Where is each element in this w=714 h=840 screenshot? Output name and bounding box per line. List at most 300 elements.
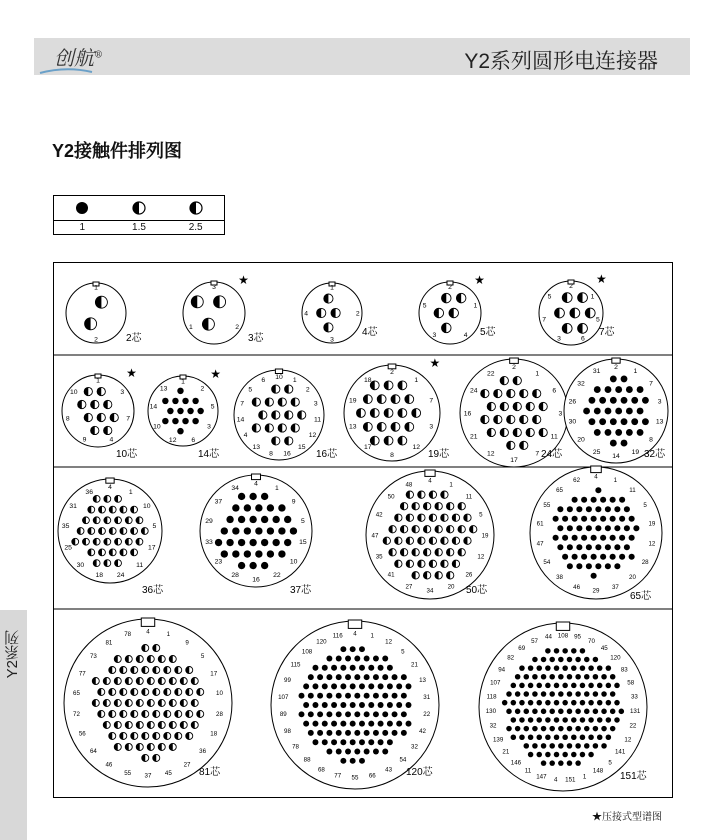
pin-number: 11 — [136, 561, 144, 569]
contact-pin — [562, 554, 568, 560]
pin-number: 81 — [105, 639, 113, 647]
pin-number: 19 — [481, 532, 489, 540]
contact-pin — [261, 562, 268, 569]
pin-number: 11 — [465, 493, 473, 501]
pin-number: 14 — [236, 416, 245, 424]
pin-number: 35 — [375, 553, 383, 561]
pin-number: 107 — [278, 693, 289, 701]
legend-label: 1 — [79, 222, 86, 233]
pin-number: 130 — [485, 708, 497, 716]
pin-number: 10 — [275, 373, 283, 381]
pin-number: 2 — [94, 336, 98, 344]
contact-pin — [359, 739, 365, 745]
contact-pin — [584, 709, 590, 715]
pin-number: 31 — [69, 503, 77, 511]
contact-pin — [581, 554, 587, 560]
pin-number: 98 — [284, 728, 291, 736]
contact-pin — [580, 752, 586, 758]
connector-label: 7芯 — [599, 327, 615, 338]
connector-37芯 — [200, 474, 312, 596]
contact-pin — [532, 709, 538, 715]
pin-number: 3 — [432, 332, 437, 340]
pin-number: 1 — [189, 323, 193, 331]
contact-pin — [267, 527, 274, 534]
contact-pin — [600, 497, 606, 503]
contact-pin — [182, 398, 188, 404]
contact-pin — [511, 700, 517, 706]
pin-number: 30 — [76, 561, 85, 569]
legend-label: 1.5 — [132, 222, 146, 233]
contact-pin — [595, 544, 601, 550]
connector-151芯 — [479, 622, 648, 791]
logo-swoosh-icon — [36, 68, 96, 76]
contact-pin — [382, 693, 388, 699]
contact-pin — [345, 711, 351, 717]
contact-pin — [528, 683, 534, 689]
contact-pin — [299, 711, 305, 717]
contact-pin — [392, 730, 398, 736]
pin-number: 11 — [550, 433, 558, 441]
contact-pin — [336, 693, 342, 699]
contact-pin — [396, 721, 402, 727]
connector-shell — [183, 282, 245, 344]
pin-number: 3 — [657, 398, 662, 406]
contact-pin — [524, 726, 530, 732]
pin-number: 1 — [370, 632, 375, 640]
contact-pin — [312, 665, 318, 671]
pin-number: 2 — [448, 283, 452, 291]
contact-pin — [162, 398, 168, 404]
contact-pin — [373, 693, 379, 699]
contact-pin — [562, 717, 568, 723]
pin-number: 26 — [465, 571, 473, 579]
pin-number: 18 — [363, 377, 372, 385]
contact-pin — [359, 665, 365, 671]
contact-pin — [558, 760, 564, 766]
contact-pin — [232, 550, 239, 557]
connector-36芯 — [58, 478, 164, 596]
pin-number: 12 — [385, 638, 393, 646]
contact-pin — [255, 527, 262, 534]
contact-pin — [541, 657, 547, 663]
contact-pin — [567, 743, 573, 749]
contact-pin — [345, 674, 351, 680]
pin-number: 22 — [486, 370, 495, 378]
pin-number: 34 — [426, 587, 434, 595]
pin-number: 5 — [547, 293, 552, 301]
pin-number: 36 — [199, 747, 207, 755]
pin-number: 95 — [574, 633, 581, 641]
pin-number: 6 — [261, 377, 266, 385]
pin-number: 20 — [577, 436, 585, 444]
contact-pin — [584, 674, 590, 680]
connector-shell — [530, 467, 662, 599]
keyway-notch — [425, 470, 435, 476]
contact-pin — [244, 527, 251, 534]
contact-pin — [572, 535, 578, 541]
pin-number: 31 — [592, 368, 601, 376]
contact-pin — [255, 550, 262, 557]
contact-pin — [545, 752, 551, 758]
pin-number: 58 — [627, 679, 635, 687]
contact-pin — [567, 563, 573, 569]
contact-pin — [601, 709, 607, 715]
keyway-notch — [106, 478, 114, 483]
contact-pin — [382, 655, 388, 661]
contact-pin — [378, 702, 384, 708]
contact-pin — [238, 493, 245, 500]
contact-pin — [575, 726, 581, 732]
contact-pin — [528, 700, 534, 706]
contact-pin — [536, 683, 542, 689]
contact-pin — [642, 418, 649, 425]
legend-label: 2.5 — [188, 222, 203, 233]
pin-number: 2 — [614, 363, 618, 371]
pin-number: 20 — [629, 573, 636, 581]
contact-pin — [586, 563, 592, 569]
contact-pin — [594, 408, 601, 415]
contact-pin — [541, 709, 547, 715]
pin-number: 29 — [592, 587, 600, 595]
contact-pin — [591, 573, 597, 579]
pin-number: 141 — [614, 748, 626, 756]
pin-number: 78 — [124, 631, 132, 639]
crimp-star-icon: ★ — [595, 272, 607, 286]
pin-number: 3 — [212, 283, 216, 291]
pin-number: 2 — [512, 364, 516, 372]
contact-pin — [558, 709, 564, 715]
pin-number: 4 — [428, 477, 432, 485]
contact-pin — [172, 418, 178, 424]
pin-number: 17 — [363, 443, 372, 451]
contact-pin — [350, 646, 356, 652]
contact-pin — [614, 563, 620, 569]
pin-number: 4 — [304, 310, 309, 318]
contact-pin — [595, 563, 601, 569]
pin-number: 77 — [78, 670, 86, 678]
contact-pin — [387, 739, 393, 745]
contact-pin — [567, 760, 573, 766]
contact-pin — [605, 544, 611, 550]
contact-pin — [593, 674, 599, 680]
contact-pin — [373, 730, 379, 736]
connector-65芯 — [530, 466, 662, 602]
pin-number: 18 — [95, 571, 104, 579]
pin-number: 33 — [630, 693, 638, 701]
contact-pin — [350, 739, 356, 745]
pin-number: 31 — [423, 693, 431, 701]
contact-pin — [336, 655, 342, 661]
pin-number: 61 — [536, 520, 544, 528]
contact-pin — [549, 657, 555, 663]
contact-pin — [524, 674, 530, 680]
contact-pin — [368, 702, 374, 708]
contact-pin — [571, 752, 577, 758]
contact-pin — [515, 726, 521, 732]
pin-number: 13 — [348, 423, 357, 431]
pin-number: 78 — [292, 743, 299, 751]
pin-number: 6 — [581, 335, 585, 343]
contact-pin — [610, 440, 617, 447]
contact-pin — [642, 397, 649, 404]
contact-pin — [249, 493, 256, 500]
contact-pin — [605, 386, 612, 393]
connector-2芯 — [66, 282, 143, 344]
pin-number: 8 — [649, 436, 653, 444]
contact-pin — [615, 408, 622, 415]
connector-label: 37芯 — [290, 585, 312, 596]
contact-pin — [580, 734, 586, 740]
contact-pin — [629, 516, 635, 522]
contact-pin — [326, 749, 332, 755]
contact-pin — [600, 516, 606, 522]
contact-pin — [567, 674, 573, 680]
connector-3芯 — [183, 273, 265, 344]
crimp-star-icon: ★ — [238, 273, 249, 287]
pin-number: 2 — [355, 310, 360, 318]
contact-pin — [322, 721, 328, 727]
contact-pin — [532, 726, 538, 732]
pin-number: 88 — [303, 756, 311, 764]
contact-pin — [615, 386, 622, 393]
connector-50芯 — [366, 470, 494, 599]
pin-number: 10 — [153, 423, 161, 431]
pin-number: 120 — [316, 638, 327, 646]
contact-pin — [626, 408, 633, 415]
pin-number: 148 — [592, 767, 604, 775]
pin-number: 17 — [510, 456, 518, 464]
contact-pin — [605, 525, 611, 531]
pin-number: 6 — [191, 436, 196, 444]
contact-pin — [610, 674, 616, 680]
contact-pin — [562, 752, 568, 758]
pin-number: 66 — [368, 772, 376, 780]
pin-number: 5 — [248, 386, 253, 394]
contact-pin — [317, 711, 323, 717]
keyway-notch — [510, 358, 519, 363]
contact-pin — [610, 691, 616, 697]
contact-pin — [619, 535, 625, 541]
contact-pin — [558, 743, 564, 749]
pin-number: 1 — [473, 302, 478, 310]
contact-pin — [378, 721, 384, 727]
pin-number: 77 — [334, 772, 342, 780]
connector-label: 120芯 — [406, 767, 433, 778]
pin-number: 8 — [65, 415, 70, 423]
pin-number: 4 — [109, 436, 114, 444]
contact-pin — [261, 516, 268, 523]
contact-pin — [232, 504, 239, 511]
section-title: Y2接触件排列图 — [52, 141, 183, 161]
connector-shell — [66, 283, 126, 343]
contact-pin — [364, 655, 370, 661]
keyway-notch — [388, 364, 396, 369]
pin-number: 10 — [143, 503, 151, 511]
contact-pin — [610, 709, 616, 715]
pin-number: 72 — [73, 710, 80, 718]
contact-pin — [519, 665, 525, 671]
contact-pin — [599, 397, 606, 404]
connector-label: 65芯 — [630, 591, 652, 602]
connector-shell — [62, 375, 134, 447]
pin-number: 18 — [210, 730, 218, 738]
contact-pin — [571, 717, 577, 723]
crimp-star-icon: ★ — [429, 356, 441, 370]
keyway-notch — [141, 618, 154, 626]
contact-pin — [401, 693, 407, 699]
pin-number: 13 — [655, 418, 664, 426]
contact-pin — [290, 527, 297, 534]
pin-number: 34 — [231, 485, 239, 493]
contact-pin — [382, 674, 388, 680]
connector-label: 3芯 — [248, 333, 264, 344]
contact-pin — [528, 734, 534, 740]
connector-shell — [366, 471, 494, 599]
contact-pin — [541, 674, 547, 680]
pin-number: 108 — [557, 632, 569, 640]
contact-pin — [567, 544, 573, 550]
contact-pin — [519, 717, 525, 723]
contact-pin — [601, 691, 607, 697]
contact-pin — [549, 691, 555, 697]
contact-pin — [545, 734, 551, 740]
pin-number: 4 — [108, 483, 112, 491]
pin-number: 55 — [124, 769, 132, 777]
contact-pin — [515, 709, 521, 715]
contact-pin — [581, 535, 587, 541]
contact-pin — [532, 657, 538, 663]
contact-pin — [588, 717, 594, 723]
contact-pin — [162, 418, 168, 424]
contact-pin — [368, 739, 374, 745]
contact-pin — [187, 408, 193, 414]
contact-pin — [340, 721, 346, 727]
connector-24芯 — [460, 358, 568, 467]
pin-number: 7 — [240, 400, 245, 408]
contact-pin — [554, 648, 560, 654]
pin-number: 47 — [536, 540, 544, 548]
pin-number: 3 — [330, 336, 334, 344]
pin-number: 5 — [479, 511, 483, 519]
contact-pin — [631, 397, 638, 404]
contact-pin — [597, 717, 603, 723]
contact-pin — [317, 674, 323, 680]
contact-pin — [595, 525, 601, 531]
contact-pin — [506, 726, 512, 732]
contact-pin — [554, 734, 560, 740]
contact-pin — [633, 525, 639, 531]
contact-pin — [278, 550, 285, 557]
series-title: Y2系列圆形电连接器 — [464, 50, 658, 73]
contact-pin — [614, 544, 620, 550]
contact-pin — [182, 418, 188, 424]
contact-pin — [232, 527, 239, 534]
contact-pin — [350, 683, 356, 689]
contact-pin — [545, 683, 551, 689]
contact-pin — [326, 730, 332, 736]
contact-pin — [545, 700, 551, 706]
contact-pin — [312, 739, 318, 745]
contact-pin — [591, 554, 597, 560]
pin-number: 45 — [600, 645, 608, 653]
contact-pin — [249, 562, 256, 569]
contact-pin — [624, 506, 630, 512]
pin-number: 11 — [629, 487, 636, 495]
contact-pin — [584, 743, 590, 749]
keyway-notch — [556, 622, 569, 630]
pin-number: 56 — [78, 730, 86, 738]
contact-pin — [536, 752, 542, 758]
contact-pin — [614, 683, 620, 689]
contact-pin — [614, 525, 620, 531]
contact-pin — [326, 655, 332, 661]
contact-pin — [177, 388, 183, 394]
contact-pin — [562, 683, 568, 689]
contact-pin — [571, 683, 577, 689]
contact-pin — [373, 674, 379, 680]
connector-10芯 — [62, 366, 138, 460]
contact-pin — [515, 691, 521, 697]
contact-pin — [364, 730, 370, 736]
keyway-notch — [612, 358, 620, 363]
pin-number: 6 — [552, 387, 557, 395]
pin-number: 29 — [205, 517, 213, 525]
contact-pin — [249, 516, 256, 523]
pin-number: 24 — [470, 387, 478, 395]
contact-pin — [312, 702, 318, 708]
contact-pin — [340, 665, 346, 671]
contact-pin — [605, 563, 611, 569]
contact-pin — [267, 504, 274, 511]
connector-120芯 — [271, 620, 439, 789]
pin-number: 5 — [401, 648, 405, 656]
contact-pin — [406, 683, 412, 689]
contact-pin — [553, 535, 559, 541]
pin-number: 5 — [200, 653, 205, 661]
pin-number: 9 — [82, 436, 87, 444]
contact-pin — [359, 683, 365, 689]
pin-number: 83 — [620, 666, 628, 674]
crimp-star-icon: ★ — [474, 273, 485, 287]
pin-number: 50 — [387, 493, 395, 501]
sidebar-label: Y2系列 — [4, 630, 21, 679]
contact-pin — [557, 544, 563, 550]
pin-number: 5 — [608, 759, 612, 767]
contact-pin — [192, 418, 198, 424]
contact-pin — [396, 683, 402, 689]
contact-pin — [600, 554, 606, 560]
pin-number: 64 — [89, 747, 97, 755]
connector-label: 32芯 — [644, 449, 666, 460]
contact-pin — [532, 674, 538, 680]
connector-label: 10芯 — [116, 449, 138, 460]
contact-pin — [637, 408, 644, 415]
contact-pin — [594, 429, 601, 436]
pin-number: 5 — [301, 517, 305, 525]
pin-number: 1 — [330, 284, 334, 292]
pin-number: 17 — [210, 670, 218, 678]
pin-number: 28 — [231, 571, 239, 579]
pin-number: 7 — [535, 450, 540, 458]
pin-number: 25 — [592, 448, 601, 456]
contact-pin — [401, 730, 407, 736]
pin-number: 37 — [214, 498, 223, 506]
contact-pin — [350, 665, 356, 671]
pin-number: 54 — [543, 558, 551, 566]
contact-pin — [601, 743, 607, 749]
pin-number: 32 — [489, 722, 497, 730]
pin-number: 32 — [411, 743, 418, 751]
